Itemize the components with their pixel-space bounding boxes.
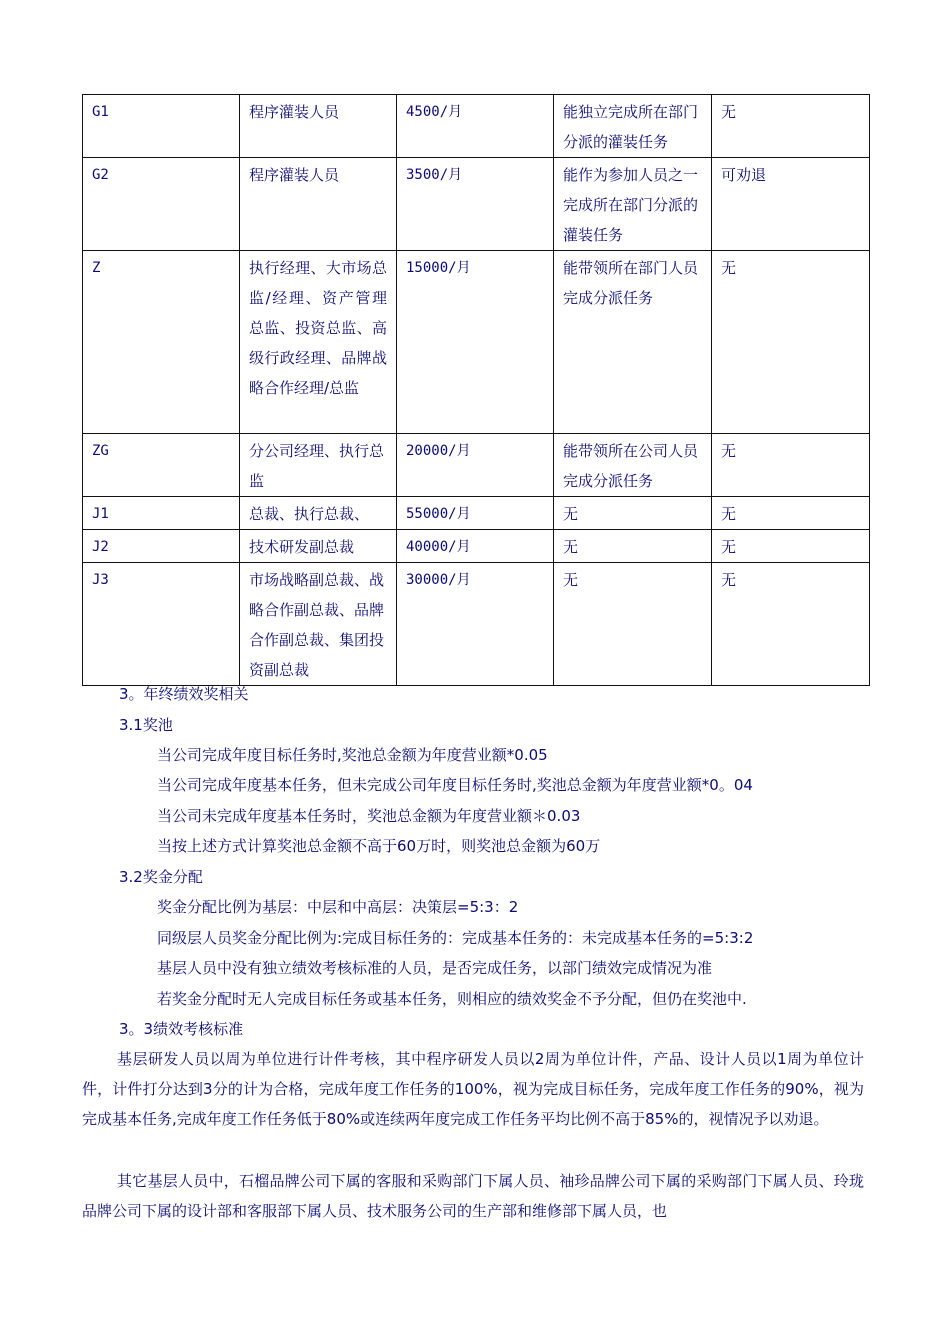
position-title: 分公司经理、执行总监 — [240, 434, 397, 497]
distribution-rule: 基层人员中没有独立绩效考核标准的人员，是否完成任务，以部门绩效完成情况为准 — [157, 959, 713, 977]
task-requirement: 能带领所在部门人员完成分派任务 — [554, 251, 712, 434]
table-row — [83, 251, 870, 434]
section-heading: 3。年终绩效奖相关 — [119, 685, 249, 703]
position-title: 程序灌装人员 — [240, 95, 397, 158]
dismissal-note: 无 — [712, 563, 870, 686]
grade-code: J1 — [83, 497, 240, 530]
position-title: 程序灌装人员 — [240, 158, 397, 251]
dismissal-note: 无 — [712, 251, 870, 434]
monthly-pay: 55000/月 — [397, 497, 554, 530]
table-row — [83, 530, 870, 563]
dismissal-note: 无 — [712, 95, 870, 158]
monthly-pay: 30000/月 — [397, 563, 554, 686]
standard-paragraph: 基层研发人员以周为单位进行计件考核，其中程序研发人员以2周为单位计件，产品、设计人员以1周为单位计件，计件打分达到3分的计为合格，完成年度工作任务的100%，视为完成目标任务，完成年度工作任务的90%，视为完成基本任务,完成年度工作任务低于80%或连续两年度完成工作任务平均比例不高于85%的，视情况予以劝退。 — [82, 1050, 864, 1128]
monthly-pay: 15000/月 — [397, 251, 554, 434]
table-row — [83, 434, 870, 497]
table-row — [83, 158, 870, 251]
monthly-pay: 3500/月 — [397, 158, 554, 251]
distribution-rule: 同级层人员奖金分配比例为:完成目标任务的：完成基本任务的：未完成基本任务的=5:3:2 — [157, 929, 754, 947]
table-row — [83, 497, 870, 530]
table-row — [83, 95, 870, 158]
dismissal-note: 无 — [712, 530, 870, 563]
grade-code: Z — [83, 251, 240, 434]
task-requirement: 能独立完成所在部门分派的灌装任务 — [554, 95, 712, 158]
monthly-pay: 4500/月 — [397, 95, 554, 158]
pool-rule: 当公司完成年度目标任务时,奖池总金额为年度营业额*0.05 — [157, 746, 548, 764]
table-row — [83, 563, 870, 686]
pool-rule: 当公司未完成年度基本任务时，奖池总金额为年度营业额＊0.03 — [157, 807, 581, 825]
dismissal-note: 无 — [712, 434, 870, 497]
task-requirement: 能带领所在公司人员完成分派任务 — [554, 434, 712, 497]
dismissal-note: 可劝退 — [712, 158, 870, 251]
distribution-rule: 奖金分配比例为基层：中层和中高层：决策层=5:3：2 — [157, 898, 519, 916]
task-requirement: 无 — [554, 530, 712, 563]
monthly-pay: 40000/月 — [397, 530, 554, 563]
standard-paragraph: 其它基层人员中，石榴品牌公司下属的客服和采购部门下属人员、袖珍品牌公司下属的采购部门下属人员、玲珑品牌公司下属的设计部和客服部下属人员、技术服务公司的生产部和维修部下属人员，也 — [82, 1172, 864, 1220]
position-title: 市场战略副总裁、战略合作副总裁、品牌合作副总裁、集团投资副总裁 — [240, 563, 397, 686]
grade-code: G2 — [83, 158, 240, 251]
position-title: 执行经理、大市场总监/经理、资产管理总监、投资总监、高级行政经理、品牌战略合作经理/总监 — [240, 251, 397, 434]
subsection-heading-pool: 3.1奖池 — [119, 716, 173, 734]
grade-code: G1 — [83, 95, 240, 158]
grade-code: J2 — [83, 530, 240, 563]
dismissal-note: 无 — [712, 497, 870, 530]
position-title: 总裁、执行总裁、 — [240, 497, 397, 530]
grade-code: ZG — [83, 434, 240, 497]
task-requirement: 无 — [554, 497, 712, 530]
monthly-pay: 20000/月 — [397, 434, 554, 497]
task-requirement: 无 — [554, 563, 712, 686]
subsection-heading-standard: 3。3绩效考核标准 — [119, 1020, 244, 1038]
distribution-rule: 若奖金分配时无人完成目标任务或基本任务，则相应的绩效奖金不予分配，但仍在奖池中. — [157, 990, 747, 1008]
grade-table — [82, 94, 870, 686]
pool-rule: 当公司完成年度基本任务，但未完成公司年度目标任务时,奖池总金额为年度营业额*0。04 — [157, 776, 753, 794]
pool-rule: 当按上述方式计算奖池总金额不高于60万时，则奖池总金额为60万 — [157, 837, 601, 855]
subsection-heading-distribution: 3.2奖金分配 — [119, 868, 203, 886]
position-title: 技术研发副总裁 — [240, 530, 397, 563]
grade-code: J3 — [83, 563, 240, 686]
task-requirement: 能作为参加人员之一完成所在部门分派的灌装任务 — [554, 158, 712, 251]
